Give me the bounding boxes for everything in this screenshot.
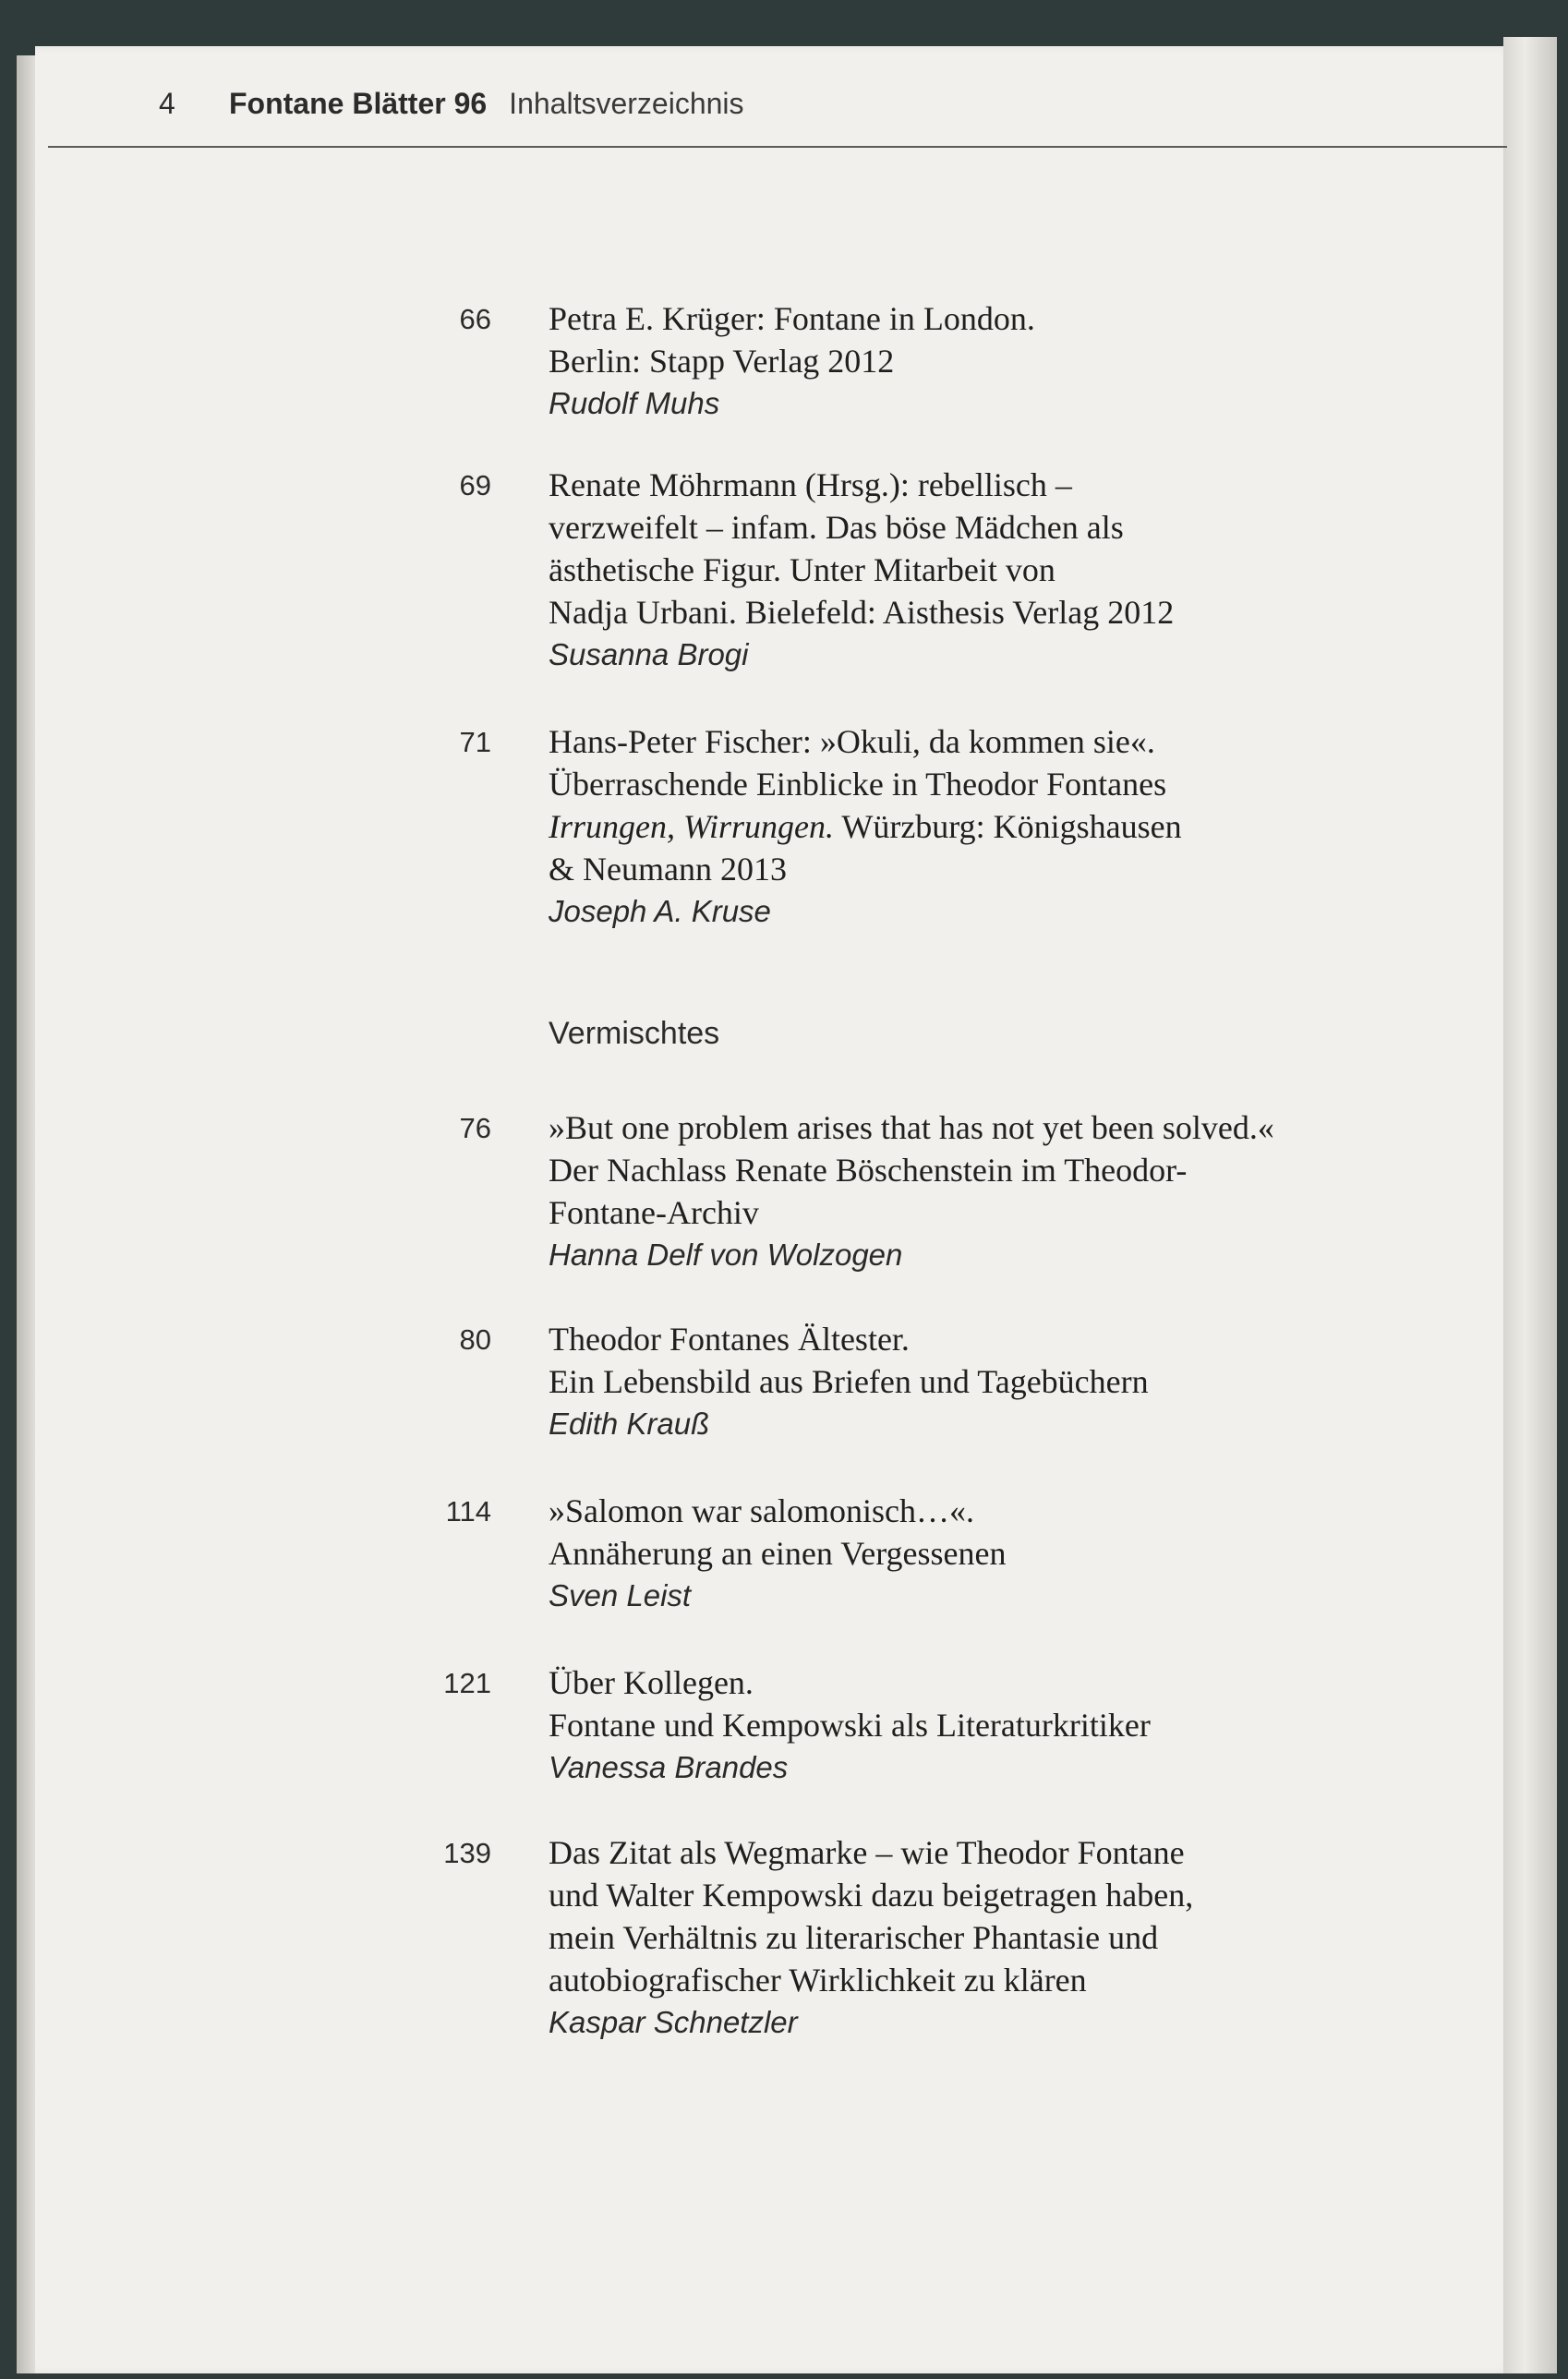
toc-title-line: Hans-Peter Fischer: »Okuli, da kommen sie«. <box>549 723 1155 760</box>
toc-title-line: Berlin: Stapp Verlag 2012 <box>549 343 895 380</box>
toc-entry-text <box>549 720 1380 933</box>
toc-author: Rudolf Muhs <box>549 386 720 420</box>
toc-page-number: 71 <box>459 726 491 758</box>
toc-title-line: verzweifelt – infam. Das böse Mädchen als <box>549 509 1124 546</box>
header-page-number: 4 <box>159 87 175 120</box>
toc-title-line: Ein Lebensbild aus Briefen und Tagebüchern <box>549 1363 1149 1400</box>
toc-entry-text <box>549 1661 1380 1789</box>
toc-title-line: Das Zitat als Wegmarke – wie Theodor Fontane <box>549 1834 1185 1871</box>
toc-page-number: 121 <box>443 1667 491 1699</box>
toc-title-italic: Irrungen, Wirrungen. <box>549 808 834 845</box>
toc-page-number: 69 <box>459 469 491 501</box>
toc-title-line-mixed <box>549 805 1380 848</box>
toc-page-number: 80 <box>459 1323 491 1356</box>
toc-title-line: Annäherung an einen Vergessenen <box>549 1535 1007 1572</box>
toc-title-line: Theodor Fontanes Ältester. <box>549 1321 910 1358</box>
toc-title-line: mein Verhältnis zu literarischer Phantasie und <box>549 1919 1159 1956</box>
toc-title-rest: Würzburg: Königshausen <box>834 808 1182 845</box>
toc-title-line: Fontane und Kempowski als Literaturkritiker <box>549 1707 1151 1744</box>
toc-title-line: Der Nachlass Renate Böschenstein im Theodor- <box>549 1152 1188 1189</box>
toc-entry-text <box>549 464 1380 676</box>
toc-title-line: autobiografischer Wirklichkeit zu klären <box>549 1962 1087 1999</box>
toc-title-line: Nadja Urbani. Bielefeld: Aisthesis Verlag 2012 <box>549 594 1175 631</box>
toc-title-line: ästhetische Figur. Unter Mitarbeit von <box>549 551 1055 588</box>
toc-author: Edith Krauß <box>549 1407 710 1441</box>
toc-title-line: & Neumann 2013 <box>549 851 787 888</box>
toc-author: Susanna Brogi <box>549 637 749 671</box>
toc-author: Vanessa Brandes <box>549 1750 789 1784</box>
header-section-title: Inhaltsverzeichnis <box>509 87 744 120</box>
toc-author: Sven Leist <box>549 1578 692 1612</box>
toc-page-number: 139 <box>443 1837 491 1869</box>
toc-author: Kaspar Schnetzler <box>549 2005 798 2039</box>
toc-entry-text <box>549 1318 1380 1445</box>
toc-author: Joseph A. Kruse <box>549 894 771 928</box>
toc-title-line: Überraschende Einblicke in Theodor Fontanes <box>549 766 1167 803</box>
toc-title-line: und Walter Kempowski dazu beigetragen haben, <box>549 1877 1194 1914</box>
section-heading: Vermischtes <box>549 1016 720 1051</box>
toc-title-line: Fontane-Archiv <box>549 1194 759 1231</box>
toc-title-line: »But one problem arises that has not yet been solved.« <box>549 1109 1274 1146</box>
toc-page-number: 66 <box>459 303 491 335</box>
toc-entry-text <box>549 297 1380 425</box>
toc-title-line: »Salomon war salomonisch…«. <box>549 1492 974 1529</box>
toc-title-line: Über Kollegen. <box>549 1664 754 1701</box>
toc-entry-text <box>549 1490 1380 1617</box>
toc-title-line: Renate Möhrmann (Hrsg.): rebellisch – <box>549 466 1072 503</box>
toc-entry-text <box>549 1106 1509 1276</box>
toc-page-number: 114 <box>445 1495 491 1528</box>
toc-page-number: 76 <box>459 1112 491 1144</box>
toc-title-line: Petra E. Krüger: Fontane in London. <box>549 300 1035 337</box>
toc-author: Hanna Delf von Wolzogen <box>549 1238 903 1272</box>
header-journal-title: Fontane Blätter 96 <box>229 87 488 120</box>
toc-entry-text <box>549 1831 1380 2044</box>
